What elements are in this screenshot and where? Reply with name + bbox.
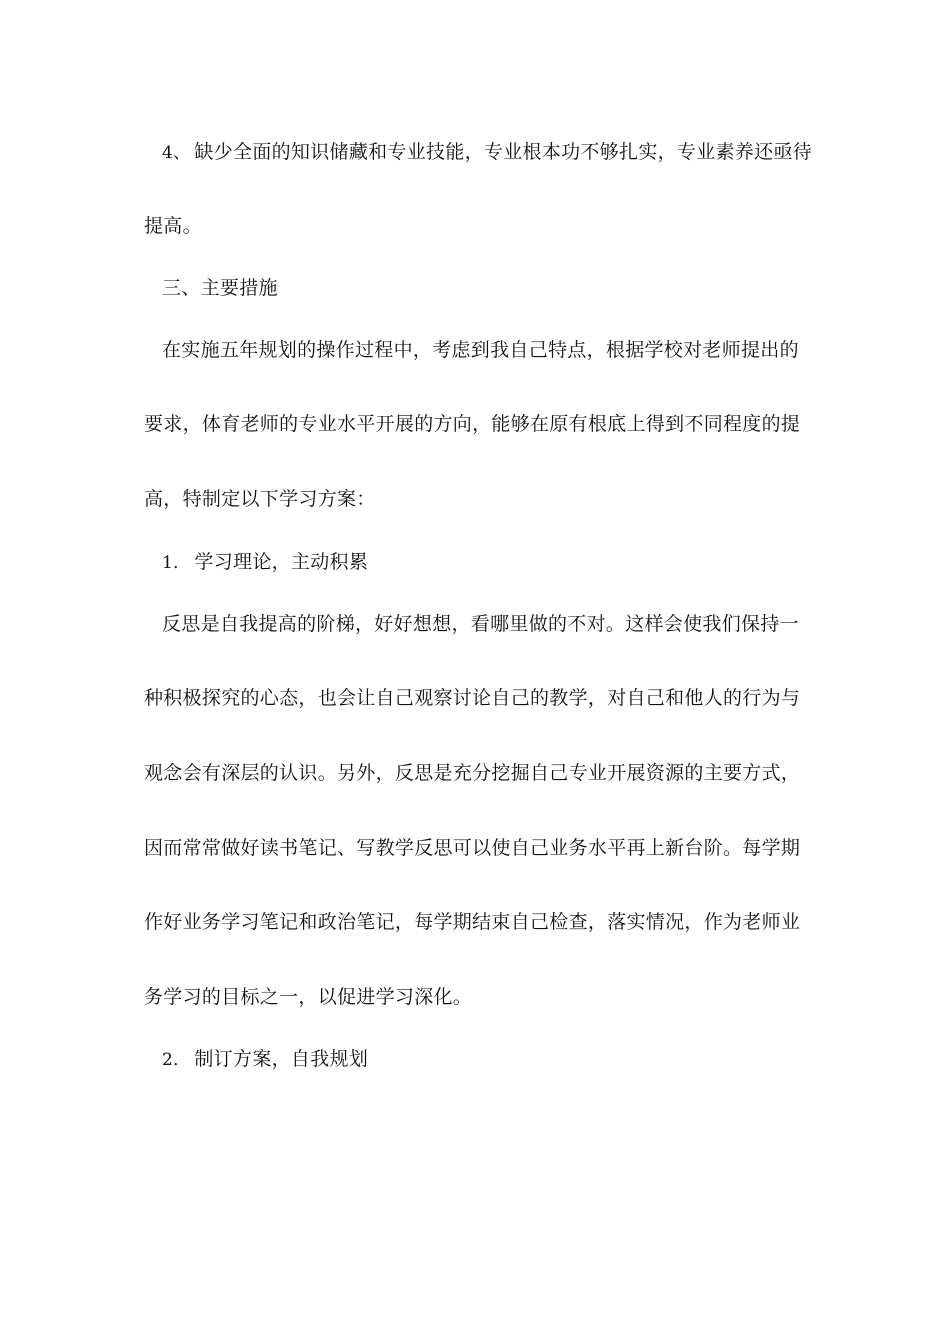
list-item-1 (162, 549, 832, 576)
paragraph-reflection-line-1: 反思是自我提高的阶梯，好好想想，看哪里做的不对。这样会使我们保持一 (162, 613, 799, 635)
paragraph-reflection-line-5: 作好业务学习笔记和政治笔记，每学期结束自己检查，落实情况，作为老师业 (144, 911, 801, 933)
paragraph-text: 缺少全面的知识储藏和专业技能，专业根本功不够扎实，专业素养还亟待 (194, 141, 813, 163)
paragraph-reflection-line-2: 种积极探究的心态，也会让自己观察讨论自己的教学，对自己和他人的行为与 (144, 687, 801, 709)
paragraph-reflection-line-6: 务学习的目标之一，以促进学习深化。 (144, 986, 473, 1008)
list-item-text: 学习理论，主动积累 (194, 551, 369, 573)
paragraph-plan-line-2: 要求，体育老师的专业水平开展的方向，能够在原有根底上得到不同程度的提 (144, 413, 801, 435)
list-number: 2． (162, 1050, 191, 1070)
list-number: 1． (162, 553, 191, 573)
paragraph-plan-line-3: 高，特制定以下学习方案： (144, 488, 376, 510)
list-item-text: 制订方案，自我规划 (194, 1048, 369, 1070)
paragraph-reflection-line-4: 因而常常做好读书笔记、写教学反思可以使自己业务水平再上新台阶。每学期 (144, 837, 801, 859)
list-number: 4、 (162, 143, 191, 163)
list-item-2 (162, 1046, 832, 1073)
paragraph-plan-line-1: 在实施五年规划的操作过程中，考虑到我自己特点，根据学校对老师提出的 (162, 339, 799, 361)
paragraph-reflection-line-3: 观念会有深层的认识。另外，反思是充分挖掘自己专业开展资源的主要方式， (144, 762, 801, 784)
paragraph-4-line-2: 提高。 (144, 215, 202, 237)
paragraph-4-line-1 (162, 139, 832, 166)
section-heading: 三、主要措施 (162, 277, 278, 299)
